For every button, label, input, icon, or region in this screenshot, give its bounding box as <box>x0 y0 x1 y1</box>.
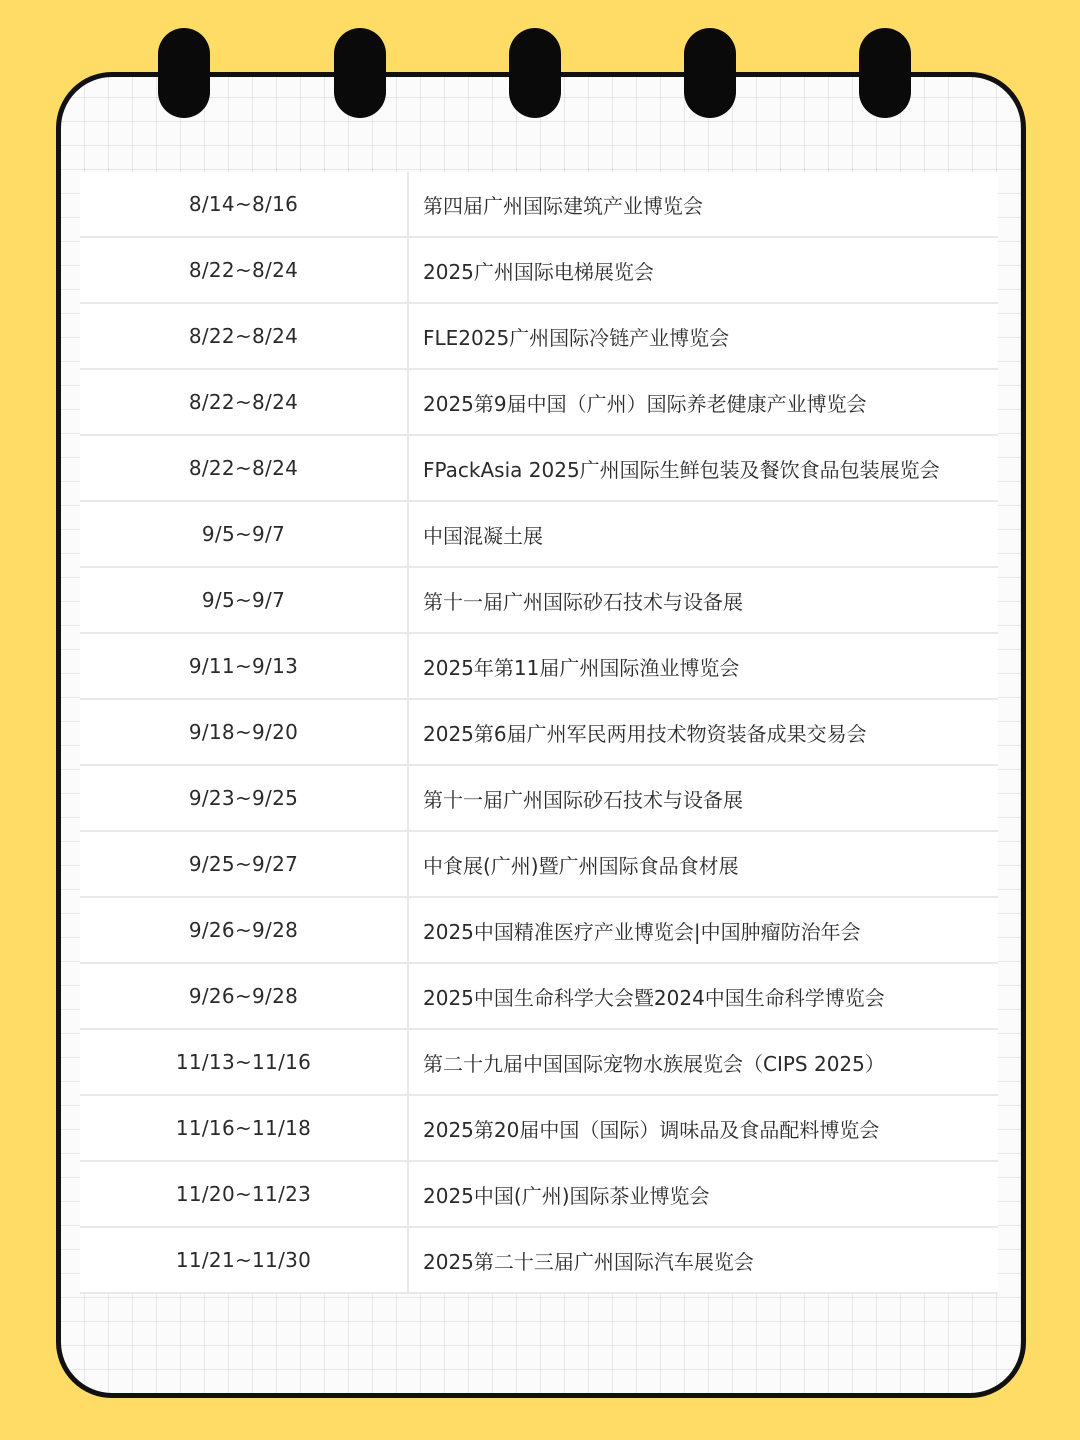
table-row <box>80 699 998 765</box>
exhibition-date: 9/25~9/27 <box>80 831 408 897</box>
exhibition-name: 第二十九届中国国际宠物水族展览会（CIPS 2025） <box>408 1029 998 1095</box>
exhibition-date: 11/13~11/16 <box>80 1029 408 1095</box>
exhibition-date: 11/21~11/30 <box>80 1227 408 1293</box>
exhibition-name: 2025中国精准医疗产业博览会|中国肿瘤防治年会 <box>408 897 998 963</box>
table-row <box>80 237 998 303</box>
schedule-body <box>80 172 998 1293</box>
table-row <box>80 1029 998 1095</box>
exhibition-date: 9/5~9/7 <box>80 567 408 633</box>
exhibition-name: 2025第二十三届广州国际汽车展览会 <box>408 1227 998 1293</box>
exhibition-name: 第十一届广州国际砂石技术与设备展 <box>408 765 998 831</box>
exhibition-date: 8/22~8/24 <box>80 237 408 303</box>
exhibition-date: 9/18~9/20 <box>80 699 408 765</box>
table-row <box>80 897 998 963</box>
exhibition-date: 11/16~11/18 <box>80 1095 408 1161</box>
exhibition-date: 11/20~11/23 <box>80 1161 408 1227</box>
binder-ring <box>334 28 386 118</box>
exhibition-name: 中国混凝土展 <box>408 501 998 567</box>
exhibition-date: 9/23~9/25 <box>80 765 408 831</box>
table-row <box>80 567 998 633</box>
exhibition-date: 8/22~8/24 <box>80 369 408 435</box>
table-row <box>80 963 998 1029</box>
exhibition-name: 第四届广州国际建筑产业博览会 <box>408 172 998 237</box>
exhibition-name: 2025中国(广州)国际茶业博览会 <box>408 1161 998 1227</box>
exhibition-name: 中食展(广州)暨广州国际食品食材展 <box>408 831 998 897</box>
binder-ring <box>684 28 736 118</box>
table-row <box>80 633 998 699</box>
table-row <box>80 501 998 567</box>
exhibition-name: 2025广州国际电梯展览会 <box>408 237 998 303</box>
table-row <box>80 303 998 369</box>
binder-ring <box>158 28 210 118</box>
exhibition-date: 9/26~9/28 <box>80 897 408 963</box>
exhibition-name: FLE2025广州国际冷链产业博览会 <box>408 303 998 369</box>
exhibition-date: 8/22~8/24 <box>80 303 408 369</box>
table-row <box>80 172 998 237</box>
exhibition-schedule-table <box>80 172 998 1294</box>
table-row <box>80 831 998 897</box>
table-row <box>80 1161 998 1227</box>
exhibition-date: 8/14~8/16 <box>80 172 408 237</box>
table-row <box>80 1227 998 1293</box>
exhibition-date: 9/26~9/28 <box>80 963 408 1029</box>
exhibition-date: 9/11~9/13 <box>80 633 408 699</box>
exhibition-name: 2025第6届广州军民两用技术物资装备成果交易会 <box>408 699 998 765</box>
exhibition-name: 2025第9届中国（广州）国际养老健康产业博览会 <box>408 369 998 435</box>
exhibition-name: 2025第20届中国（国际）调味品及食品配料博览会 <box>408 1095 998 1161</box>
exhibition-date: 9/5~9/7 <box>80 501 408 567</box>
exhibition-name: 2025年第11届广州国际渔业博览会 <box>408 633 998 699</box>
table-row <box>80 1095 998 1161</box>
binder-ring <box>509 28 561 118</box>
exhibition-date: 8/22~8/24 <box>80 435 408 501</box>
exhibition-name: 2025中国生命科学大会暨2024中国生命科学博览会 <box>408 963 998 1029</box>
table-row <box>80 369 998 435</box>
table-row <box>80 765 998 831</box>
table-row <box>80 435 998 501</box>
binder-ring <box>859 28 911 118</box>
exhibition-name: FPackAsia 2025广州国际生鲜包装及餐饮食品包装展览会 <box>408 435 998 501</box>
exhibition-name: 第十一届广州国际砂石技术与设备展 <box>408 567 998 633</box>
